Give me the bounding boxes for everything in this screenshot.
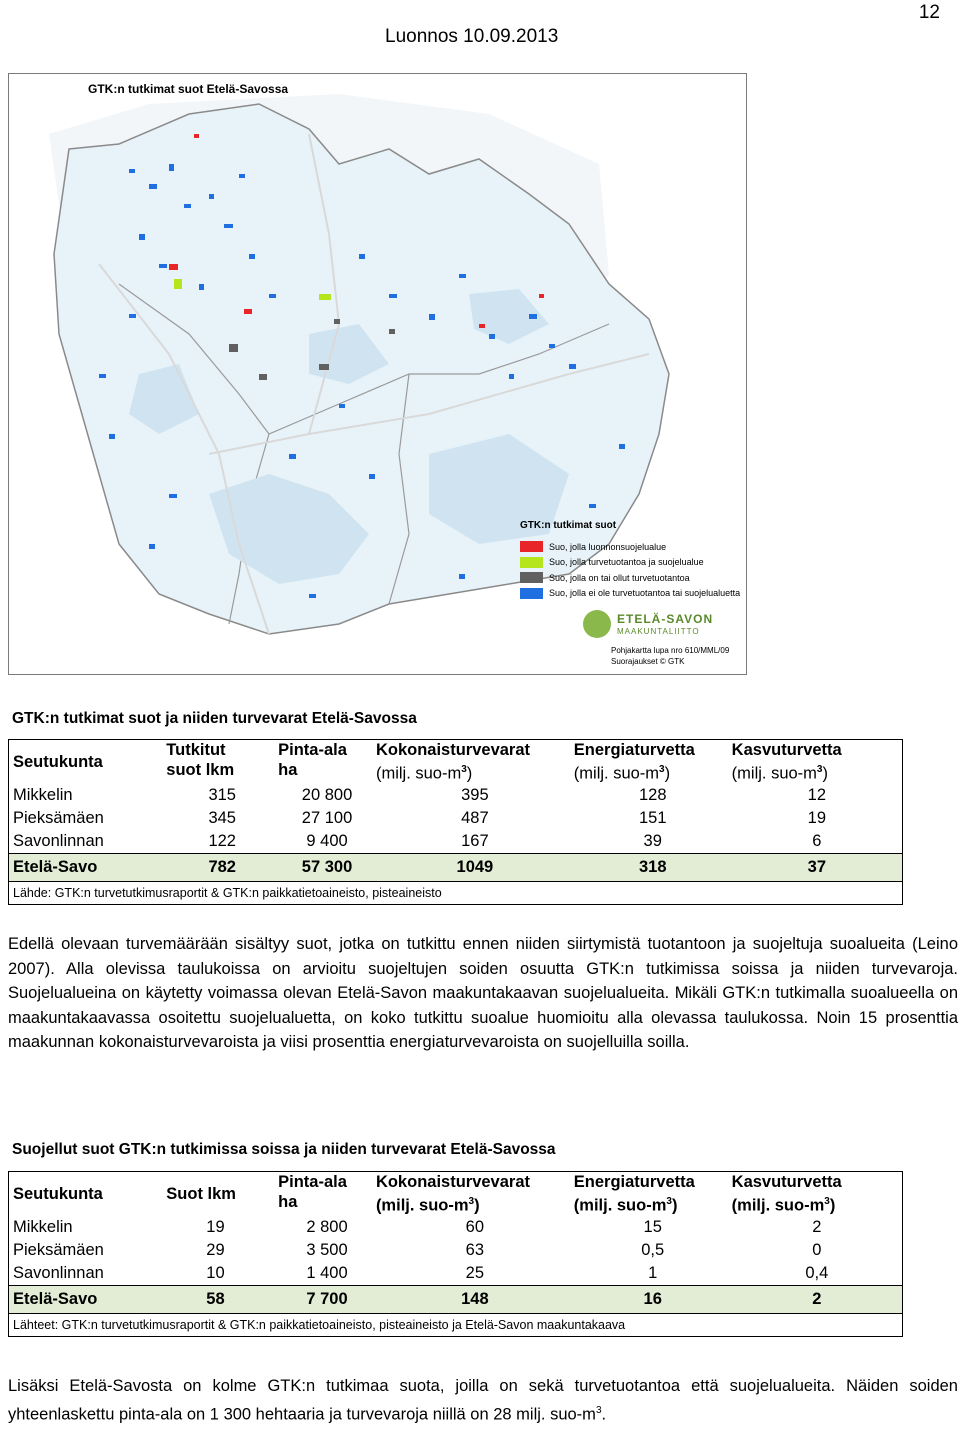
table2-header-energy: Energiaturvetta (milj. suo-$m^3$) [573, 1173, 695, 1215]
table-cell: 345 [208, 808, 236, 827]
legend-title: GTK:n tutkimat suot [520, 520, 617, 531]
table-cell: Savonlinnan [13, 831, 104, 850]
table-cell: 318 [638, 857, 667, 876]
table-cell: 37 [807, 857, 827, 876]
table-cell: 60 [465, 1217, 485, 1236]
draft-date-label: Luonnos 10.09.2013 [385, 26, 559, 47]
table-cell: 0 [812, 1240, 822, 1259]
closing-paragraph-text: Lisäksi Etelä-Savosta on kolme GTK:n tutkimaa suota, joilla on sekä turvetuotantoa että suojelualueita. Näiden soiden yhteenlaskettu pinta-ala on 1 300 hehtaaria ja turvevaroja niillä on 28 milj. suo-m [8, 1377, 958, 1423]
table1-caption: GTK:n tutkimat suot ja niiden turvevarat Etelä-Savossa [12, 710, 417, 727]
table-cell: Mikkelin [13, 785, 73, 804]
table2-header-area: Pinta-ala ha [278, 1173, 347, 1211]
legend-item [520, 539, 742, 555]
legend-label: Suo, jolla on tai ollut turvetuotantoa [549, 572, 690, 583]
table1-source: Lähde: GTK:n turvetutkimusraportit & GTK:n paikkatietoaineisto, pisteaineisto [13, 885, 442, 900]
table-cell: 6 [812, 831, 822, 850]
legend-swatch [520, 557, 543, 568]
table-cell: 1 [648, 1263, 658, 1282]
table-cell: 27 100 [301, 808, 353, 827]
map-credit-line: Pohjakartta lupa nro 610/MML/09 [611, 646, 730, 655]
page-number: 12 [918, 2, 940, 23]
legend-label: Suo, jolla luonnonsuojelualue [549, 541, 667, 552]
table1-source-row [9, 881, 903, 904]
legend-label: Suo, jolla turvetuotantoa ja suojelualue [549, 557, 704, 568]
table-cell: 63 [465, 1240, 485, 1259]
table2-total-row [9, 1285, 903, 1313]
table-cell: 7 700 [306, 1289, 348, 1308]
map-credits [611, 645, 729, 667]
table-cell: 122 [208, 831, 236, 850]
table-row [9, 830, 903, 854]
table-cell: 2 800 [306, 1217, 348, 1236]
closing-paragraph-end: . [601, 1405, 607, 1423]
table1 [8, 739, 903, 905]
table-cell: 2 [812, 1289, 822, 1308]
logo-leaf-icon [583, 610, 611, 638]
table-cell: 19 [206, 1217, 225, 1236]
logo-text: ETELÄ-SAVON [617, 612, 714, 626]
table-cell: 12 [807, 785, 827, 804]
map-credit-line: Suorajaukset © GTK [611, 657, 685, 666]
table-cell: 9 400 [306, 831, 348, 850]
map-legend [520, 520, 742, 601]
table1-header-region: Seutukunta [13, 752, 103, 771]
table1-total-row [9, 853, 903, 881]
legend-item [520, 555, 742, 571]
table2-caption: Suojellut suot GTK:n tutkimissa soissa ja niiden turvevarat Etelä-Savossa [12, 1141, 556, 1158]
table-cell: 1 400 [306, 1263, 348, 1282]
table-cell: 3 500 [306, 1240, 348, 1259]
closing-paragraph [8, 1374, 958, 1427]
table2-header-row [9, 1172, 903, 1216]
table-cell: 39 [643, 831, 662, 850]
table-cell: 782 [208, 857, 236, 876]
legend-swatch [520, 572, 543, 583]
table-cell: 2 [812, 1217, 822, 1236]
table-cell: 315 [208, 785, 236, 804]
table-cell: 487 [461, 808, 489, 827]
table-cell: 167 [461, 831, 489, 850]
table2 [8, 1171, 903, 1337]
table-cell: Etelä-Savo [13, 857, 98, 876]
table-cell: 25 [465, 1263, 485, 1282]
legend-label: Suo, jolla ei ole turvetuotantoa tai suojelualuetta [549, 588, 741, 599]
table1-header-area: Pinta-ala ha [278, 741, 347, 779]
table-cell: Pieksämäen [13, 808, 104, 827]
table-cell: 0,4 [805, 1263, 829, 1282]
table1-header-count: Tutkitut suot lkm [166, 741, 235, 779]
table-cell: Savonlinnan [13, 1263, 104, 1282]
table-cell: 57 300 [301, 857, 353, 876]
table1-header-energy: Energiaturvetta (milj. suo-$m^3$) [573, 741, 695, 783]
table1-header-total: Kokonaisturvevarat (milj. suo-$m^3$) [375, 741, 531, 783]
table-cell: 1049 [456, 857, 494, 876]
table-cell: 128 [638, 785, 667, 804]
table-cell: 0,5 [641, 1240, 665, 1259]
table-cell: 16 [643, 1289, 662, 1308]
legend-swatch [520, 588, 543, 599]
table1-header-growth: Kasvuturvetta (milj. suo-$m^3$) [731, 741, 842, 783]
table-row [9, 807, 903, 830]
table-row [9, 1239, 903, 1262]
table1-header-row [9, 740, 903, 784]
table-cell: 148 [461, 1289, 489, 1308]
table2-header-region: Seutukunta [13, 1184, 103, 1203]
table-cell: 29 [206, 1240, 225, 1259]
superscript: 3 [595, 1404, 602, 1416]
table2-header-count: Suot lkm [166, 1184, 236, 1203]
table-row [9, 784, 903, 807]
table2-source-row [9, 1313, 903, 1336]
legend-item [520, 570, 742, 586]
legend-swatch [520, 541, 543, 552]
table2-source: Lähteet: GTK:n turvetutkimusraportit & GTK:n paikkatietoaineisto, pisteaineisto ja Etelä-Savon maakuntakaava [13, 1317, 626, 1332]
table-row [9, 1216, 903, 1239]
table2-header-total: Kokonaisturvevarat (milj. suo-$m^3$) [375, 1173, 530, 1215]
table-cell: Pieksämäen [13, 1240, 104, 1259]
table2-header-growth: Kasvuturvetta (milj. suo-$m^3$) [731, 1173, 842, 1215]
table-cell: 10 [206, 1263, 225, 1282]
table-row [9, 1262, 903, 1286]
table-cell: 15 [643, 1217, 662, 1236]
table-cell: 58 [206, 1289, 225, 1308]
map-title: GTK:n tutkimat suot Etelä-Savossa [88, 82, 289, 96]
legend-item [520, 586, 742, 602]
etela-savo-logo [583, 608, 723, 640]
logo-subtext: MAAKUNTALIITTO [617, 627, 700, 636]
table-cell: Mikkelin [13, 1217, 73, 1236]
body-paragraph: Edellä olevaan turvemäärään sisältyy suot, jotka on tutkittu ennen niiden siirtymistä tuotantoon ja suojeltuja suoalueita (Leino 2007). Alla olevissa taulukoissa on arvioitu suojeltujen soiden osuutta GTK:n tutkimissa soissa ja niiden turvevaroja. Suojelualueina on käytetty voimassa olevan Etelä-Savon maakuntakaavan suojelualueita. Mikäli GTK:n tutkimalla suoalueella on maakuntakaavassa osoitettu suojelualuetta, on koko tutkittu suoalue huomioitu alla olevassa taulukossa. Noin 15 prosenttia maakunnan kokonaisturvevaroista ja viisi prosenttia energiaturvevaroista on suojelluilla soilla. [8, 935, 958, 1051]
table-cell: 20 800 [301, 785, 353, 804]
table-cell: 151 [638, 808, 667, 827]
table-cell: 395 [461, 785, 489, 804]
table-cell: Etelä-Savo [13, 1289, 98, 1308]
table-cell: 19 [807, 808, 827, 827]
